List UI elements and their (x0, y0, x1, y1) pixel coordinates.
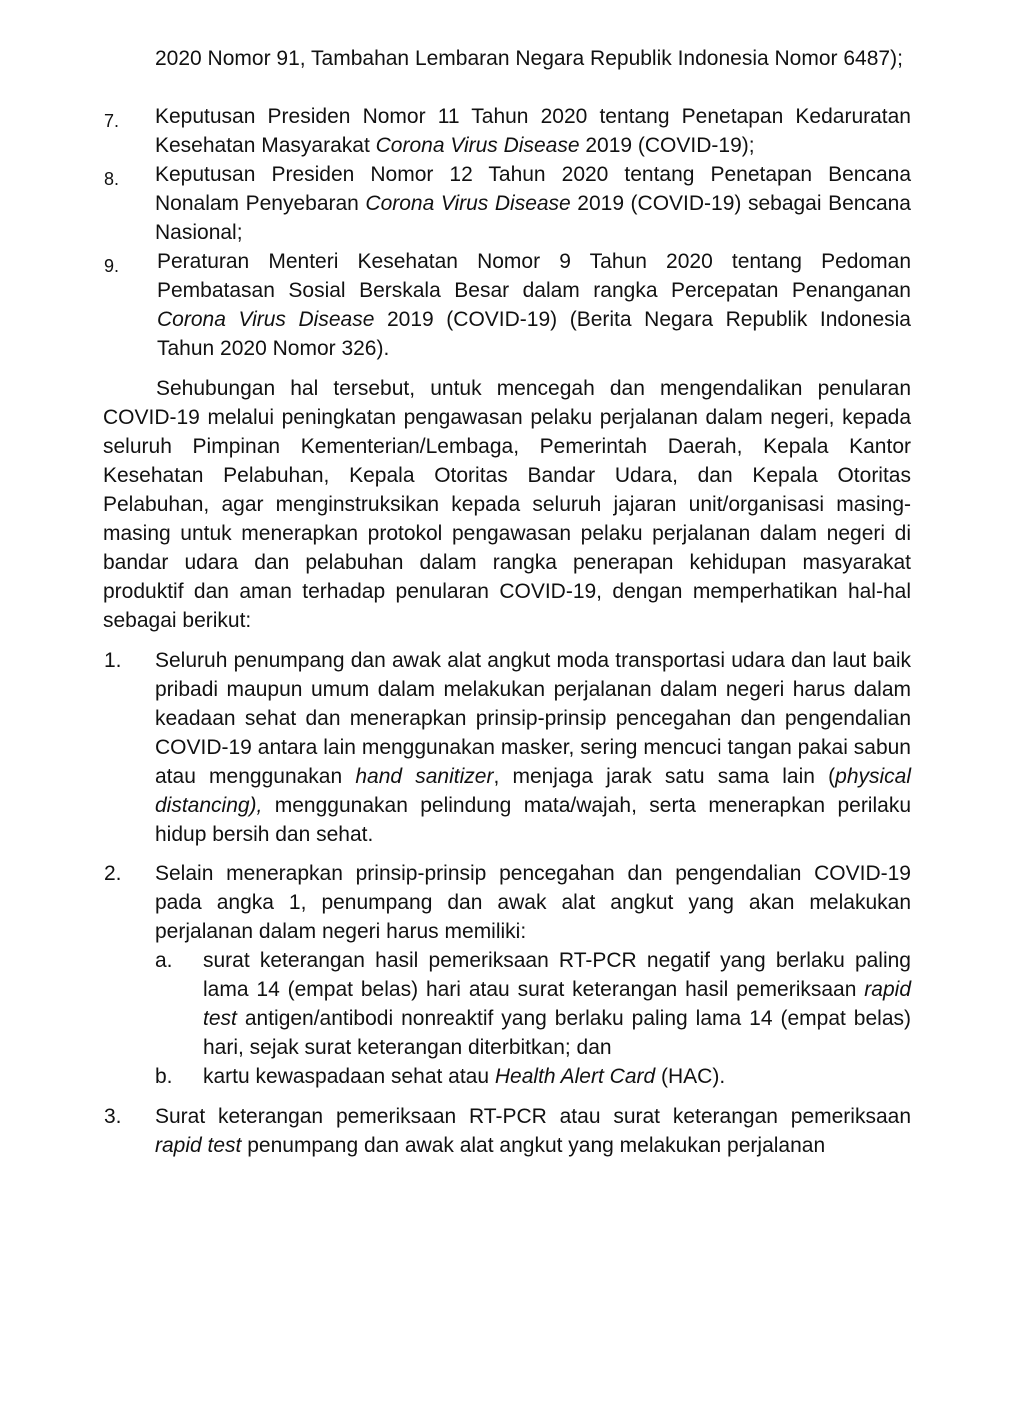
sub-point-letter: a. (155, 949, 173, 972)
reference-text: Peraturan Menteri Kesehatan Nomor 9 Tahun 2020 tentang Pedoman Pembatasan Sosial Berskala Besar dalam rangka Percepatan Penanganan Corona Virus Disease 2019 (COVID-19) (Berita Negara Republik Indonesia Tahun 2020 Nomor 326). (157, 250, 911, 360)
reference-text: Keputusan Presiden Nomor 12 Tahun 2020 tentang Penetapan Bencana Nonalam Penyebaran Corona Virus Disease 2019 (COVID-19) sebagai Bencana Nasional; (155, 163, 911, 244)
point-number: 2. (104, 862, 122, 885)
continuation-text: 2020 Nomor 91, Tambahan Lembaran Negara Republik Indonesia Nomor 6487); (155, 47, 903, 70)
sub-point-b-text: kartu kewaspadaan sehat atau Health Alert Card (HAC). (203, 1065, 726, 1088)
point-text: Selain menerapkan prinsip-prinsip pencegahan dan pengendalian COVID-19 pada angka 1, penumpang dan awak alat angkut yang akan melakukan perjalanan dalam negeri harus memiliki: (155, 862, 911, 943)
sub-point-letter: b. (155, 1065, 173, 1088)
reference-text: Keputusan Presiden Nomor 11 Tahun 2020 tentang Penetapan Kedaruratan Kesehatan Masyarakat Corona Virus Disease 2019 (COVID-19); (155, 105, 911, 157)
point-text: Seluruh penumpang dan awak alat angkut moda transportasi udara dan laut baik pribadi maupun umum dalam melakukan perjalanan dalam negeri harus dalam keadaan sehat dan menerapkan prinsip-prinsip pencegahan dan pengendalian COVID-19 antara lain menggunakan masker, sering mencuci tangan pakai sabun atau menggunakan hand sanitizer, menjaga jarak satu sama lain (physical distancing), menggunakan pelindung mata/wajah, serta menerapkan perilaku hidup bersih dan sehat. (155, 649, 912, 846)
reference-number: 8. (104, 169, 120, 189)
point-number: 1. (104, 649, 122, 672)
intro-paragraph: Sehubungan hal tersebut, untuk mencegah dan mengendalikan penularan COVID-19 melalui peningkatan pengawasan pelaku perjalanan dalam negeri, kepada seluruh Pimpinan Kementerian/Lembaga, Pemerintah Daerah, Kepala Kantor Kesehatan Pelabuhan, Kepala Otoritas Bandar Udara, dan Kepala Otoritas Pelabuhan, agar menginstruksikan kepada seluruh jajaran unit/organisasi masing-masing untuk menerapkan protokol pengawasan pelaku perjalanan dalam negeri di bandar udara dan pelabuhan dalam rangka penerapan kehidupan masyarakat produktif dan aman terhadap penularan COVID-19, dengan memperhatikan hal-hal sebagai berikut: (103, 377, 911, 632)
sub-point-a-text: surat keterangan hasil pemeriksaan RT-PCR negatif yang berlaku paling lama 14 (empat belas) hari atau surat keterangan hasil pemeriksaan rapid test antigen/antibodi nonreaktif yang berlaku paling lama 14 (empat belas) hari, sejak surat keterangan diterbitkan; dan (203, 949, 911, 1059)
point-text: Surat keterangan pemeriksaan RT-PCR atau surat keterangan pemeriksaan rapid test penumpang dan awak alat angkut yang melakukan perjalanan (155, 1105, 911, 1157)
reference-number: 9. (104, 256, 120, 276)
point-number: 3. (104, 1105, 122, 1128)
reference-number: 7. (104, 111, 120, 131)
